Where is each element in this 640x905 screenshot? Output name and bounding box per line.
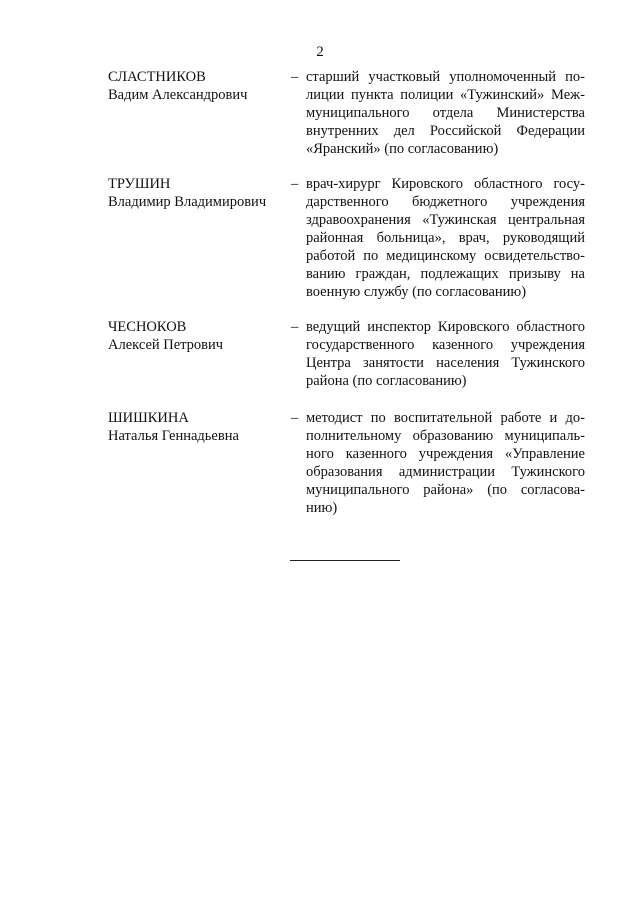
role-line: дарственного бюджетного учреждения	[306, 194, 585, 210]
member-given-names: Владимир Владимирович	[108, 194, 267, 210]
role-line: полнительному образованию муниципаль-	[306, 428, 585, 444]
member-given-names: Алексей Петрович	[108, 337, 224, 353]
role-line: внутренних дел Российской Федерации	[306, 123, 585, 139]
member-given-names: Наталья Геннадьевна	[108, 428, 239, 444]
member-role	[306, 318, 585, 390]
role-line: здравоохранения «Тужинская центральная	[306, 212, 585, 228]
member-role	[306, 409, 585, 517]
role-line: государственного казенного учреждения	[306, 337, 585, 353]
role-line: врач-хирург Кировского областного госу-	[306, 176, 585, 192]
role-line: ного казенного учреждения «Управление	[306, 446, 585, 462]
dash-separator: –	[291, 176, 299, 192]
dash-separator: –	[291, 69, 299, 85]
member-role	[306, 175, 585, 301]
role-line: нию)	[306, 500, 338, 516]
role-line: ведущий инспектор Кировского областного	[306, 319, 585, 335]
member-surname: ЧЕСНОКОВ	[108, 319, 187, 335]
dash-separator: –	[291, 410, 299, 426]
page-number: 2	[316, 44, 324, 60]
role-line: муниципального отдела Министерства	[306, 105, 585, 121]
role-line: «Яранский» (по согласованию)	[306, 141, 499, 157]
member-name	[108, 68, 283, 104]
role-line: районная больница», врач, руководящий	[306, 230, 585, 246]
member-given-names: Вадим Александрович	[108, 87, 248, 103]
role-line: старший участковый уполномоченный по-	[306, 69, 585, 85]
role-line: ванию граждан, подлежащих призыву на	[306, 266, 585, 282]
role-line: муниципального района» (по согласова-	[306, 482, 585, 498]
role-line: методист по воспитательной работе и до-	[306, 410, 585, 426]
member-name	[108, 409, 283, 445]
dash-separator: –	[291, 319, 299, 335]
role-line: Центра занятости населения Тужинского	[306, 355, 585, 371]
member-surname: ТРУШИН	[108, 176, 171, 192]
member-name	[108, 175, 283, 211]
role-line: образования администрации Тужинского	[306, 464, 585, 480]
role-line: военную службу (по согласованию)	[306, 284, 527, 300]
member-surname: СЛАСТНИКОВ	[108, 69, 206, 85]
member-role	[306, 68, 585, 158]
role-line: района (по согласованию)	[306, 373, 467, 389]
role-line: работой по медицинскому освидетельство-	[306, 248, 585, 264]
member-surname: ШИШКИНА	[108, 410, 189, 426]
member-name	[108, 318, 283, 354]
role-line: лиции пункта полиции «Тужинский» Меж-	[306, 87, 585, 103]
closing-divider-line	[290, 560, 400, 561]
